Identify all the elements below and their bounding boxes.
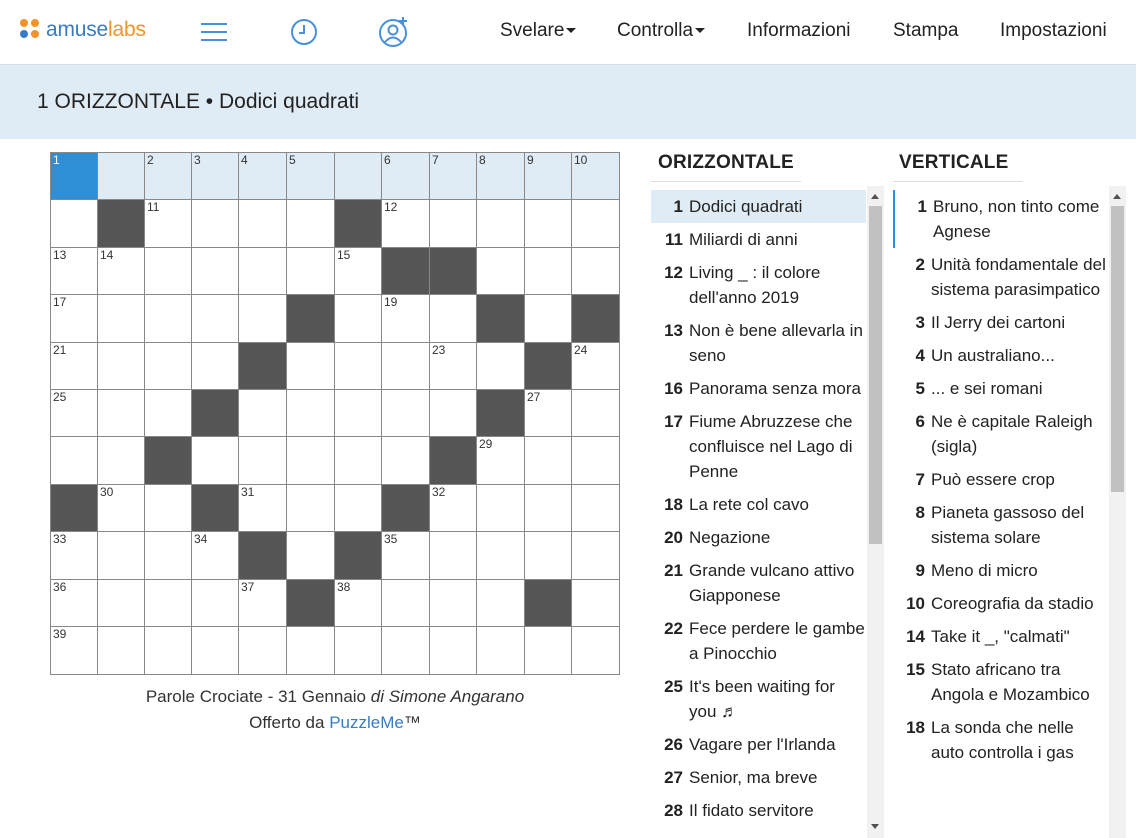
clue-number: 8 xyxy=(915,503,925,522)
grid-cell[interactable] xyxy=(572,390,620,437)
grid-cell[interactable] xyxy=(477,580,525,627)
menu-reveal[interactable]: Svelare xyxy=(500,20,576,42)
clue-number: 6 xyxy=(915,412,925,431)
grid-cell[interactable] xyxy=(477,248,525,295)
grid-cell[interactable] xyxy=(572,343,620,390)
grid-cell[interactable] xyxy=(98,343,145,390)
grid-cell[interactable] xyxy=(51,627,98,675)
down-clue[interactable] xyxy=(893,587,1107,620)
clue-text: Vagare per l'Irlanda xyxy=(689,735,836,754)
clue-number: 22 xyxy=(664,619,683,638)
grid-cell[interactable] xyxy=(525,200,572,248)
cell-number: 14 xyxy=(100,248,114,262)
puzzleme-link[interactable]: PuzzleMe xyxy=(329,713,404,732)
clue-text: Take it _, "calmati" xyxy=(931,627,1070,646)
clue-number: 14 xyxy=(906,627,925,646)
grid-cell[interactable] xyxy=(382,343,430,390)
block-cell xyxy=(382,485,430,532)
scroll-up-icon[interactable] xyxy=(871,194,879,199)
grid-cell[interactable] xyxy=(51,343,98,390)
grid-cell[interactable] xyxy=(98,295,145,343)
grid-cell[interactable] xyxy=(98,390,145,437)
grid-cell[interactable] xyxy=(239,437,287,485)
amuselabs-logo[interactable] xyxy=(20,18,146,42)
grid-cell[interactable] xyxy=(239,153,287,200)
grid-cell[interactable] xyxy=(98,627,145,675)
grid-cell[interactable] xyxy=(335,437,382,485)
grid-cell[interactable] xyxy=(525,390,572,437)
across-scroll-thumb[interactable] xyxy=(869,206,882,544)
grid-cell[interactable] xyxy=(287,200,335,248)
grid-cell[interactable] xyxy=(430,343,477,390)
grid-cell[interactable] xyxy=(192,248,239,295)
clue-text: Miliardi di anni xyxy=(689,230,798,249)
block-cell xyxy=(51,485,98,532)
cell-number: 4 xyxy=(241,153,248,167)
cell-number: 9 xyxy=(527,153,534,167)
clue-text: Grande vulcano attivo Giapponese xyxy=(689,561,855,605)
clue-number: 5 xyxy=(915,379,925,398)
puzzle-author: di Simone Angarano xyxy=(370,687,525,706)
grid-cell[interactable] xyxy=(335,153,382,200)
grid-cell[interactable] xyxy=(477,153,525,200)
grid-cell[interactable] xyxy=(98,437,145,485)
grid-cell[interactable] xyxy=(287,627,335,675)
grid-cell[interactable] xyxy=(145,580,192,627)
clue-number: 27 xyxy=(664,768,683,787)
grid-cell[interactable] xyxy=(51,153,98,200)
grid-cell[interactable] xyxy=(192,627,239,675)
cell-number: 32 xyxy=(432,485,446,499)
clue-number: 18 xyxy=(664,495,683,514)
grid-cell[interactable] xyxy=(572,580,620,627)
grid-cell[interactable] xyxy=(335,485,382,532)
cell-number: 15 xyxy=(337,248,351,262)
grid-cell[interactable] xyxy=(430,390,477,437)
grid-cell[interactable] xyxy=(477,437,525,485)
clock-icon[interactable] xyxy=(288,16,320,48)
grid-cell[interactable] xyxy=(572,437,620,485)
grid-cell[interactable] xyxy=(335,627,382,675)
cell-number: 31 xyxy=(241,485,255,499)
grid-cell[interactable] xyxy=(525,627,572,675)
cell-number: 13 xyxy=(53,248,67,262)
grid-cell[interactable] xyxy=(192,200,239,248)
block-cell xyxy=(335,532,382,580)
grid-cell[interactable] xyxy=(430,153,477,200)
grid-cell[interactable] xyxy=(192,153,239,200)
cell-number: 39 xyxy=(53,627,67,641)
grid-cell[interactable] xyxy=(145,627,192,675)
grid-cell[interactable] xyxy=(572,200,620,248)
across-clue[interactable] xyxy=(651,223,866,256)
clue-text: Fece perdere le gambe a Pinocchio xyxy=(689,619,865,663)
across-heading-divider xyxy=(651,181,801,182)
puzzle-title: Parole Crociate - 31 Gennaio xyxy=(145,687,367,706)
across-clue[interactable] xyxy=(651,405,866,488)
grid-cell[interactable] xyxy=(239,200,287,248)
grid-cell[interactable] xyxy=(477,200,525,248)
grid-cell[interactable] xyxy=(287,343,335,390)
scroll-down-icon[interactable] xyxy=(871,824,879,829)
down-clue[interactable] xyxy=(893,372,1107,405)
clue-text: Il Jerry dei cartoni xyxy=(931,313,1066,332)
grid-cell[interactable] xyxy=(192,343,239,390)
grid-cell[interactable] xyxy=(145,532,192,580)
cell-number: 12 xyxy=(384,200,398,214)
cell-number: 21 xyxy=(53,343,67,357)
across-clue[interactable] xyxy=(651,612,866,670)
clue-text: Fiume Abruzzese che confluisce nel Lago di Penne xyxy=(689,412,853,481)
grid-cell[interactable] xyxy=(525,532,572,580)
cell-number: 29 xyxy=(479,437,493,451)
grid-cell[interactable] xyxy=(239,580,287,627)
menu-info[interactable]: Informazioni xyxy=(747,20,851,41)
clue-text: Unità fondamentale del sistema parasimpatico xyxy=(931,255,1106,299)
across-clue[interactable] xyxy=(651,521,866,554)
clue-number: 26 xyxy=(664,735,683,754)
grid-cell[interactable] xyxy=(572,627,620,675)
block-cell xyxy=(98,200,145,248)
cell-number: 10 xyxy=(574,153,588,167)
chevron-down-icon xyxy=(566,28,576,33)
grid-cell[interactable] xyxy=(382,200,430,248)
cell-number: 1 xyxy=(53,153,60,167)
grid-cell[interactable] xyxy=(192,532,239,580)
clue-text: Pianeta gassoso del sistema solare xyxy=(931,503,1085,547)
grid-cell[interactable] xyxy=(382,580,430,627)
grid-cell[interactable] xyxy=(382,627,430,675)
grid-cell[interactable] xyxy=(382,437,430,485)
clue-number: 11 xyxy=(665,230,683,249)
grid-cell[interactable] xyxy=(382,532,430,580)
clue-text: Può essere crop xyxy=(931,470,1055,489)
grid-cell[interactable] xyxy=(430,627,477,675)
current-clue-text: 1 ORIZZONTALE • Dodici quadrati xyxy=(37,90,360,113)
grid-cell[interactable] xyxy=(98,485,145,532)
block-cell xyxy=(145,437,192,485)
offered-by-label: Offerto da xyxy=(249,713,325,732)
grid-cell[interactable] xyxy=(51,248,98,295)
grid-cell[interactable] xyxy=(145,153,192,200)
block-cell xyxy=(430,437,477,485)
grid-cell[interactable] xyxy=(192,437,239,485)
clue-text: Living _ : il colore dell'anno 2019 xyxy=(689,263,821,307)
clue-number: 9 xyxy=(915,561,925,580)
grid-cell[interactable] xyxy=(572,248,620,295)
logo-text: amuselabs xyxy=(46,18,146,41)
cell-number: 35 xyxy=(384,532,398,546)
block-cell xyxy=(239,532,287,580)
down-clue-list[interactable] xyxy=(893,190,1107,838)
across-clue[interactable] xyxy=(651,728,866,761)
clue-text: Stato africano tra Angola e Mozambico xyxy=(931,660,1090,704)
across-clue[interactable] xyxy=(651,256,866,314)
cell-number: 7 xyxy=(432,153,439,167)
clue-number: 20 xyxy=(664,528,683,547)
menu-check[interactable]: Controlla xyxy=(617,20,705,42)
block-cell xyxy=(335,200,382,248)
grid-cell[interactable] xyxy=(430,532,477,580)
clue-text: Ne è capitale Raleigh (sigla) xyxy=(931,412,1093,456)
clue-text: Negazione xyxy=(689,528,771,547)
across-clue[interactable] xyxy=(651,794,866,827)
grid-cell[interactable] xyxy=(382,390,430,437)
grid-cell[interactable] xyxy=(335,295,382,343)
grid-cell[interactable] xyxy=(287,532,335,580)
across-clue[interactable] xyxy=(651,670,866,728)
clue-number: 3 xyxy=(915,313,925,332)
grid-cell[interactable] xyxy=(145,248,192,295)
grid-cell[interactable] xyxy=(239,295,287,343)
down-scrollbar[interactable] xyxy=(1109,186,1126,838)
grid-cell[interactable] xyxy=(335,343,382,390)
across-scrollbar[interactable] xyxy=(867,186,884,838)
down-clue[interactable] xyxy=(893,620,1107,653)
block-cell xyxy=(430,248,477,295)
clue-text: Dodici quadrati xyxy=(689,197,803,216)
grid-cell[interactable] xyxy=(98,248,145,295)
across-clue-list[interactable] xyxy=(651,190,866,838)
down-clue[interactable] xyxy=(893,248,1107,306)
down-clue[interactable] xyxy=(893,306,1107,339)
grid-cell[interactable] xyxy=(572,153,620,200)
cell-number: 5 xyxy=(289,153,296,167)
grid-cell[interactable] xyxy=(525,485,572,532)
clue-text: Panorama senza mora xyxy=(689,379,861,398)
clue-number: 7 xyxy=(915,470,925,489)
current-clue-banner xyxy=(0,65,1136,139)
clue-number: 1 xyxy=(673,197,683,216)
grid-cell[interactable] xyxy=(51,532,98,580)
clue-text: Il fidato servitore xyxy=(689,801,814,820)
clue-text: Meno di micro xyxy=(931,561,1038,580)
clue-text: La rete col cavo xyxy=(689,495,810,514)
clue-number: 12 xyxy=(664,263,683,282)
block-cell xyxy=(287,580,335,627)
block-cell xyxy=(477,390,525,437)
block-cell xyxy=(287,295,335,343)
grid-cell[interactable] xyxy=(145,390,192,437)
clue-text: Bruno, non tinto come Agnese xyxy=(933,197,1100,241)
cell-number: 37 xyxy=(241,580,255,594)
grid-cell[interactable] xyxy=(239,390,287,437)
cell-number: 3 xyxy=(194,153,201,167)
grid-cell[interactable] xyxy=(335,580,382,627)
clue-text: It's been waiting for you ♬ xyxy=(689,677,835,721)
scroll-up-icon[interactable] xyxy=(1113,194,1121,199)
grid-cell[interactable] xyxy=(51,437,98,485)
grid-cell[interactable] xyxy=(430,580,477,627)
chevron-down-icon xyxy=(695,28,705,33)
down-clue[interactable] xyxy=(893,405,1107,463)
grid-cell[interactable] xyxy=(145,485,192,532)
block-cell xyxy=(192,485,239,532)
clue-text: Coreografia da stadio xyxy=(931,594,1094,613)
clue-number: 18 xyxy=(906,718,925,737)
down-clue[interactable] xyxy=(893,653,1107,711)
clue-text: Un australiano... xyxy=(931,346,1055,365)
block-cell xyxy=(477,295,525,343)
grid-cell[interactable] xyxy=(382,295,430,343)
grid-cell[interactable] xyxy=(525,248,572,295)
grid-cell[interactable] xyxy=(192,580,239,627)
grid-cell[interactable] xyxy=(51,200,98,248)
menu-settings[interactable]: Impostazioni xyxy=(1000,20,1107,41)
cell-number: 11 xyxy=(147,200,160,214)
down-clue[interactable] xyxy=(893,496,1107,554)
block-cell xyxy=(525,343,572,390)
clue-number: 10 xyxy=(906,594,925,613)
cell-number: 6 xyxy=(384,153,391,167)
grid-cell[interactable] xyxy=(287,390,335,437)
grid-cell[interactable] xyxy=(239,627,287,675)
block-cell xyxy=(192,390,239,437)
top-bar xyxy=(0,0,1136,65)
down-clue[interactable] xyxy=(893,339,1107,372)
logo-icon xyxy=(20,19,42,41)
grid-cell[interactable] xyxy=(51,390,98,437)
cell-number: 36 xyxy=(53,580,67,594)
grid-cell[interactable] xyxy=(287,153,335,200)
clue-number: 1 xyxy=(917,197,927,216)
clue-number: 21 xyxy=(664,561,683,580)
grid-cell[interactable] xyxy=(145,200,192,248)
clue-number: 28 xyxy=(664,801,683,820)
grid-cell[interactable] xyxy=(287,248,335,295)
clue-number: 16 xyxy=(664,379,683,398)
grid-cell[interactable] xyxy=(525,295,572,343)
grid-cell[interactable] xyxy=(525,153,572,200)
clue-text: Senior, ma breve xyxy=(689,768,818,787)
grid-cell[interactable] xyxy=(430,295,477,343)
across-clue[interactable] xyxy=(651,761,866,794)
cell-number: 38 xyxy=(337,580,351,594)
grid-cell[interactable] xyxy=(477,343,525,390)
block-cell xyxy=(525,580,572,627)
grid-cell[interactable] xyxy=(335,248,382,295)
clue-text: ... e sei romani xyxy=(931,379,1043,398)
clue-number: 17 xyxy=(664,412,683,431)
grid-cell[interactable] xyxy=(287,485,335,532)
block-cell xyxy=(572,295,620,343)
cell-number: 23 xyxy=(432,343,446,357)
grid-cell[interactable] xyxy=(51,295,98,343)
down-heading-divider xyxy=(893,181,1023,182)
grid-cell[interactable] xyxy=(335,390,382,437)
grid-cell[interactable] xyxy=(145,343,192,390)
grid-cell[interactable] xyxy=(51,580,98,627)
grid-cell[interactable] xyxy=(477,627,525,675)
cell-number: 34 xyxy=(194,532,208,546)
cell-number: 19 xyxy=(384,295,398,309)
grid-cell[interactable] xyxy=(572,532,620,580)
clue-number: 13 xyxy=(664,321,683,340)
grid-cell[interactable] xyxy=(98,532,145,580)
grid-cell[interactable] xyxy=(192,295,239,343)
down-clue[interactable] xyxy=(893,554,1107,587)
cell-number: 27 xyxy=(527,390,541,404)
down-clue[interactable] xyxy=(893,711,1107,769)
cell-number: 17 xyxy=(53,295,67,309)
clue-number: 4 xyxy=(915,346,925,365)
puzzle-caption xyxy=(50,684,620,736)
down-heading: VERTICALE xyxy=(899,152,1009,173)
grid-cell[interactable] xyxy=(382,153,430,200)
menu-print[interactable]: Stampa xyxy=(893,20,959,41)
clue-text: La sonda che nelle auto controlla i gas xyxy=(931,718,1074,762)
cell-number: 33 xyxy=(53,532,67,546)
add-user-icon[interactable] xyxy=(378,16,410,48)
across-clue[interactable] xyxy=(651,190,866,223)
grid-cell[interactable] xyxy=(477,485,525,532)
grid-cell[interactable] xyxy=(239,485,287,532)
clue-number: 25 xyxy=(664,677,683,696)
cell-number: 30 xyxy=(100,485,114,499)
grid-cell[interactable] xyxy=(98,153,145,200)
grid-cell[interactable] xyxy=(430,200,477,248)
clue-number: 15 xyxy=(906,660,925,679)
across-clue[interactable] xyxy=(651,372,866,405)
grid-cell[interactable] xyxy=(525,437,572,485)
down-clue[interactable] xyxy=(893,463,1107,496)
trademark: ™ xyxy=(403,713,421,732)
crossword-grid[interactable] xyxy=(50,152,620,675)
cell-number: 8 xyxy=(479,153,486,167)
cell-number: 2 xyxy=(147,153,154,167)
grid-cell[interactable] xyxy=(430,485,477,532)
grid-cell[interactable] xyxy=(572,485,620,532)
menu-icon[interactable] xyxy=(198,16,230,48)
across-clue[interactable] xyxy=(651,488,866,521)
clue-number: 2 xyxy=(915,255,925,274)
across-clue[interactable] xyxy=(651,554,866,612)
across-clue[interactable] xyxy=(651,314,866,372)
grid-cell[interactable] xyxy=(98,580,145,627)
grid-cell[interactable] xyxy=(239,248,287,295)
down-clue[interactable] xyxy=(893,190,1107,248)
down-scroll-thumb[interactable] xyxy=(1111,206,1124,492)
grid-cell[interactable] xyxy=(477,532,525,580)
cell-number: 24 xyxy=(574,343,588,357)
block-cell xyxy=(382,248,430,295)
block-cell xyxy=(239,343,287,390)
grid-cell[interactable] xyxy=(287,437,335,485)
cell-number: 25 xyxy=(53,390,67,404)
clue-text: Non è bene allevarla in seno xyxy=(689,321,863,365)
grid-cell[interactable] xyxy=(145,295,192,343)
across-heading: ORIZZONTALE xyxy=(658,152,794,173)
